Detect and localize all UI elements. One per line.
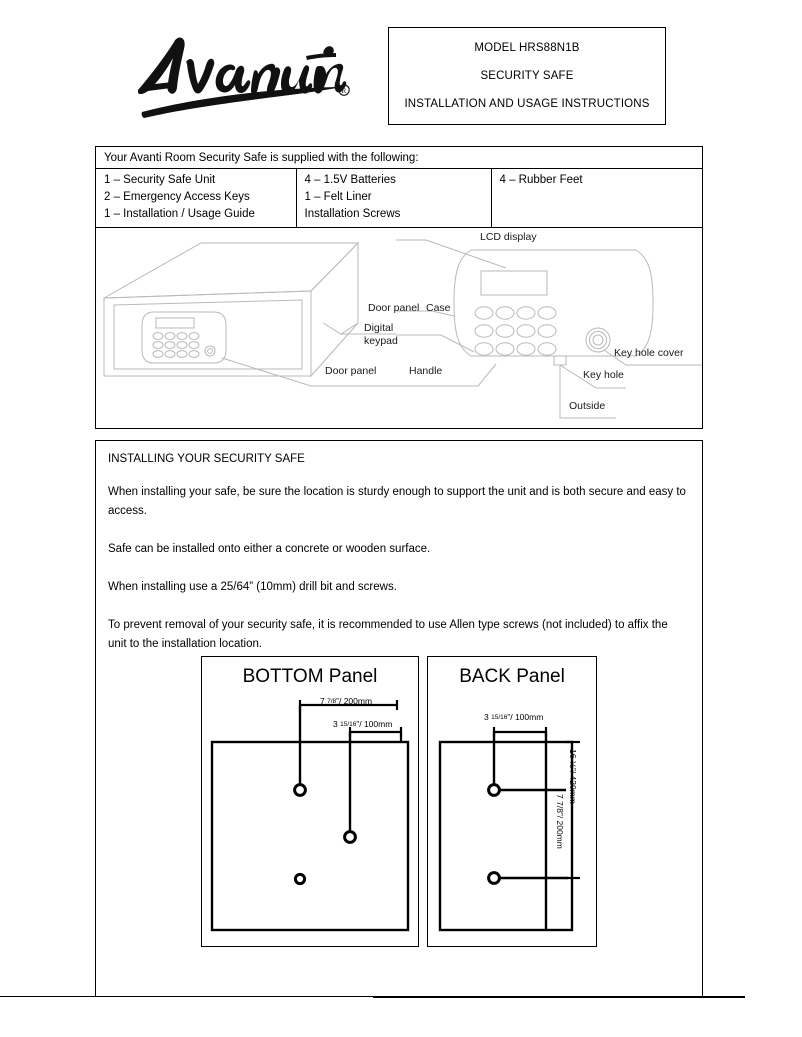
bottom-dim-200mm: 7 7/8”/ 200mm	[320, 696, 373, 706]
back-dim-420mm: 16 ½”/ 420mm	[568, 749, 578, 804]
drill-hole	[489, 873, 500, 884]
label-key-hole: Key hole	[583, 369, 624, 381]
footer-rule-thick	[373, 996, 745, 998]
back-panel-title: BACK Panel	[459, 666, 565, 687]
back-dim-100mm: 3 15/16”/ 100mm	[484, 712, 544, 722]
back-panel-diagram	[427, 656, 597, 947]
footer-divider	[0, 996, 802, 999]
document-type-line: INSTALLATION AND USAGE INSTRUCTIONS	[404, 98, 650, 110]
bottom-panel-title: BOTTOM Panel	[242, 666, 378, 687]
label-outside: Outside	[569, 400, 606, 412]
list-item: 1 – Felt Liner	[304, 191, 372, 203]
bottom-panel-diagram	[201, 656, 419, 947]
install-paragraph-3: When installing use a 25/64” (10mm) drill bit and screws.	[108, 581, 397, 593]
install-paragraph-4: To prevent removal of your security safe, it is recommended to use Allen type screws (not included) to affix the unit to the installation location.	[108, 619, 668, 650]
contents-and-diagram-section	[95, 146, 703, 429]
label-digital-keypad-line1: Digital	[364, 322, 394, 334]
bottom-dim-100mm: 3 15/16”/ 100mm	[333, 719, 393, 729]
label-digital-keypad-line2: keypad	[364, 335, 398, 347]
install-paragraph-1: When installing your safe, be sure the location is sturdy enough to support the unit and is both secure and easy to access.	[108, 486, 686, 517]
drill-hole	[295, 785, 306, 796]
label-door-panel-left: Door panel	[325, 365, 377, 377]
list-item: Installation Screws	[304, 208, 401, 220]
list-item: 4 – Rubber Feet	[499, 174, 583, 186]
install-paragraph-2: Safe can be installed onto either a concrete or wooden surface.	[108, 543, 431, 555]
drilling-templates	[96, 656, 702, 947]
back-dim-200mm: 7 7/8”/ 200mm	[555, 794, 565, 849]
model-number-line: MODEL HRS88N1B	[474, 42, 580, 54]
list-item: 1 – Security Safe Unit	[104, 174, 216, 186]
label-door-panel-right: Door panel	[368, 302, 420, 314]
safe-parts-diagram	[96, 228, 702, 425]
contents-column-2	[296, 169, 491, 228]
installation-instructions	[96, 441, 702, 654]
model-info-box	[388, 27, 666, 125]
label-key-hole-cover: Key hole cover	[614, 347, 684, 359]
drill-hole	[489, 785, 500, 796]
avanti-logo	[130, 28, 350, 118]
label-case: Case	[426, 302, 451, 314]
list-item: 4 – 1.5V Batteries	[304, 174, 396, 186]
drill-hole	[295, 874, 304, 883]
page-header	[0, 0, 802, 140]
contents-column-3	[491, 169, 702, 228]
supplied-with-text: Your Avanti Room Security Safe is supplied with the following:	[104, 152, 419, 164]
installation-heading: INSTALLING YOUR SECURITY SAFE	[108, 453, 305, 465]
product-type-line: SECURITY SAFE	[480, 70, 574, 82]
label-lcd-display: LCD display	[480, 231, 537, 243]
label-handle: Handle	[409, 365, 443, 377]
list-item: 1 – Installation / Usage Guide	[104, 208, 255, 220]
svg-text:R: R	[341, 87, 347, 95]
table-row	[96, 169, 702, 228]
package-contents-table	[96, 168, 702, 228]
contents-column-1	[96, 169, 296, 228]
installation-section	[95, 440, 703, 997]
list-item: 2 – Emergency Access Keys	[104, 191, 250, 203]
safe-diagram-svg	[96, 228, 702, 425]
bottom-panel-svg	[202, 657, 420, 948]
drill-hole	[345, 832, 356, 843]
